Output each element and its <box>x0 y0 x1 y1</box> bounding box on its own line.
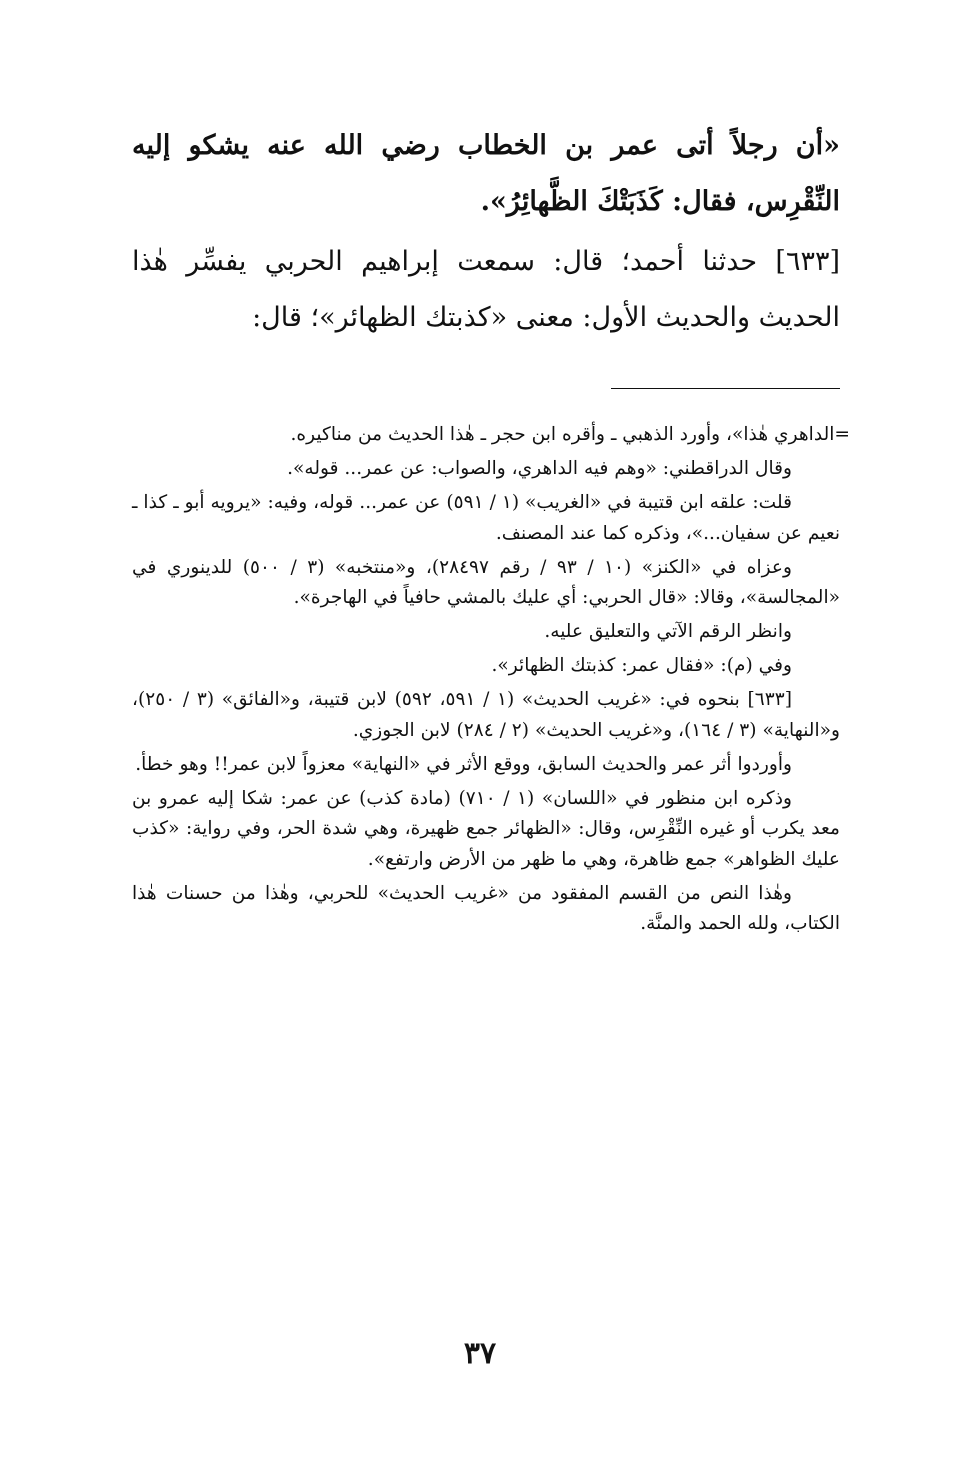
footnote-paragraph: وفي (م): «فقال عمر: كذبتك الظهائر». <box>491 655 792 676</box>
footnote-paragraph: وانظر الرقم الآتي والتعليق عليه. <box>544 621 792 642</box>
footnote-paragraph: وهٰذا النص من القسم المفقود من «غريب الحديث» للحربي، وهٰذا من حسنات هٰذا الكتاب، ولله الحمد والمنَّة. <box>132 882 840 934</box>
footnote-separator <box>611 388 840 389</box>
footnotes-section <box>132 420 850 940</box>
footnote-paragraph: وأوردوا أثر عمر والحديث السابق، ووقع الأثر في «النهاية» معزواً لابن عمر!! وهو خطأ. <box>135 753 792 775</box>
footnote-paragraph: =الداهري هٰذا»، وأورد الذهبي ـ وأقره ابن حجر ـ هٰذا الحديث من مناكيره. <box>290 424 850 445</box>
main-paragraph-2: [٦٣٣] حدثنا أحمد؛ قال: سمعت إبراهيم الحربي يفسِّر هٰذا الحديث والحديث الأول: معنى «كذبتك الظهائر»؛ قال: <box>132 246 840 333</box>
footnote-paragraph: وعزاه في «الكنز» (١٠ / ٩٣ / رقم ٢٨٤٩٧)، و«منتخبه» (٣ / ٥٠٠) للدينوري في «المجالسة»، وقالا: «قال الحربي: أي عليك بالمشي حافياً في الهاجرة». <box>132 556 840 608</box>
footnote-paragraph: قلت: علقه ابن قتيبة في «الغريب» (١ / ٥٩١) عن عمر... قوله، وفيه: «يرويه أبو ـ كذا ـ نعيم عن سفيان...»، وذكره كما عند المصنف. <box>132 492 840 544</box>
main-text-quote <box>132 118 840 230</box>
footnote-paragraph: [٦٣٣] بنحوه في: «غريب الحديث» (١ / ٥٩١، ٥٩٢) لابن قتيبة، و«الفائق» (٣ / ٢٥٠)، و«النهاية» (٣ / ١٦٤)، و«غريب الحديث» (٢ / ٢٨٤) لابن الجوزي. <box>132 689 840 741</box>
page-number: ٣٧ <box>463 1336 497 1371</box>
footnote-paragraph: وقال الدراقطني: «وهم فيه الداهري، والصواب: عن عمر... قوله». <box>287 458 792 479</box>
main-text-hadith <box>132 234 840 346</box>
footnote-paragraph: وذكره ابن منظور في «اللسان» (١ / ٧١٠) (مادة كذب) عن عمر: شكا إليه عمرو بن معد يكرب أو غيره النِّقْرِس، وقال: «الظهائر جمع ظهيرة، وهي شدة الحر، وفي رواية: «كذب عليك الظواهر» جمع ظاهرة، وهي ما ظهر من الأرض وارتفع». <box>132 787 840 870</box>
main-paragraph-1: «أن رجلاً أتى عمر بن الخطاب رضي الله عنه يشكو إليه النِّقْرِس، فقال: كَذَبَتْكَ الظَّهائِرُ». <box>132 130 840 217</box>
